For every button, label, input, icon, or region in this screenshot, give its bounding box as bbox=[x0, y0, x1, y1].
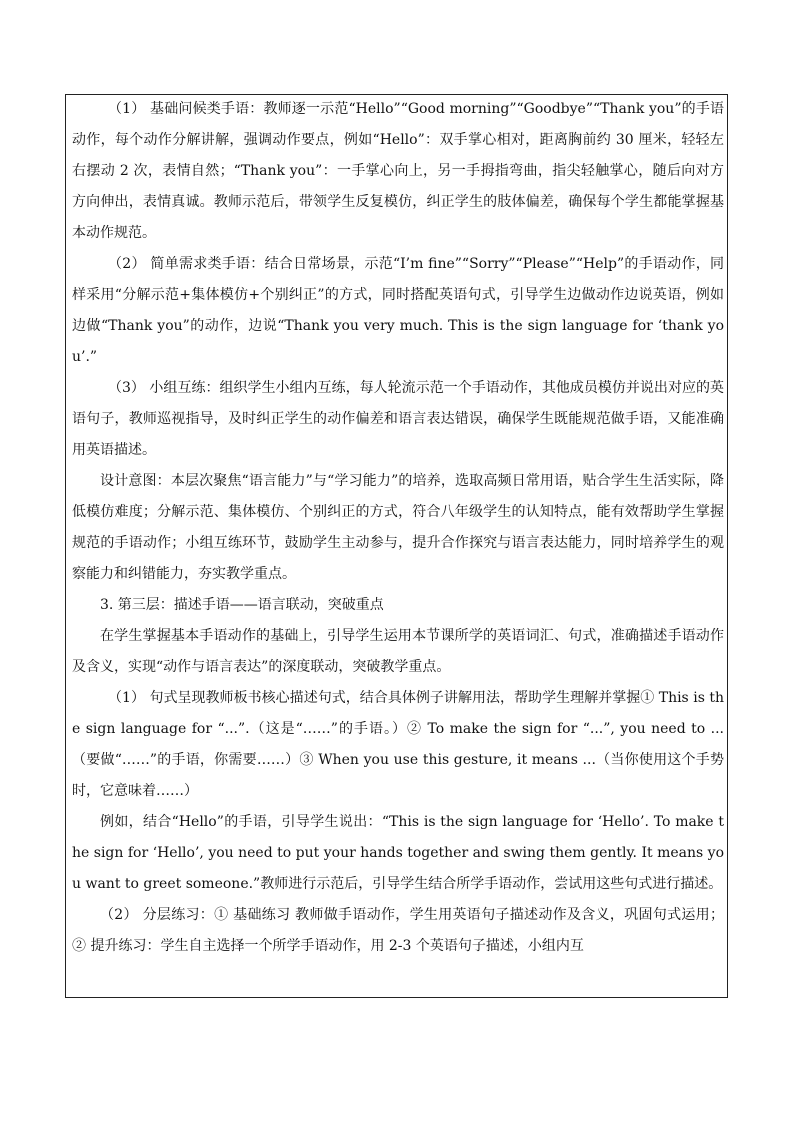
table-cell-content bbox=[72, 94, 724, 962]
paragraph-example: 例如，结合“Hello”的手语，引导学生说出：“This is the sign language for ‘Hello’. To make the sign for ‘Hello’, you need to put your hands together and swing them gently. It means you want to greet someone.”教师进行示范后，引导学生结合所学手语动作，尝试用这些句式进行描述。 bbox=[72, 814, 724, 892]
paragraph-greeting-signs: （1） 基础问候类手语：教师逐一示范“Hello”“Good morning”“Goodbye”“Thank you”的手语动作，每个动作分解讲解，强调动作要点，例如“Hello”：双手掌心相对，距离胸前约 30 厘米，轻轻左右摆动 2 次，表情自然；“Thank you”：一手掌心向上，另一手拇指弯曲，指尖轻触掌心，随后向对方方向伸出，表情真诚。教师示范后，带领学生反复模仿，纠正学生的肢体偏差，确保每个学生都能掌握基本动作规范。 bbox=[72, 101, 724, 241]
section-heading-layer-three: 3. 第三层：描述手语——语言联动，突破重点 bbox=[100, 597, 384, 613]
paragraph-layer-three-intro: 在学生掌握基本手语动作的基础上，引导学生运用本节课所学的英语词汇、句式，准确描述手语动作及含义，实现“动作与语言表达”的深度联动，突破教学重点。 bbox=[72, 628, 724, 675]
paragraph-sentence-patterns: （1） 句式呈现教师板书核心描述句式，结合具体例子讲解用法，帮助学生理解并掌握① This is the sign language for “...”.（这是“……”的手语。）② To make the sign for “...”, you need to ...（要做“……”的手语，你需要……）③ When you use this gesture, it means ...（当你使用这个手势时，它意味着……） bbox=[72, 690, 724, 799]
paragraph-design-intent: 设计意图：本层次聚焦“语言能力”与“学习能力”的培养，选取高频日常用语，贴合学生生活实际，降低模仿难度；分解示范、集体模仿、个别纠正的方式，符合八年级学生的认知特点，能有效帮助学生掌握规范的手语动作；小组互练环节，鼓励学生主动参与，提升合作探究与语言表达能力，同时培养学生的观察能力和纠错能力，夯实教学重点。 bbox=[72, 473, 724, 582]
paragraph-tiered-practice: （2） 分层练习：① 基础练习 教师做手语动作，学生用英语句子描述动作及含义，巩固句式运用；② 提升练习：学生自主选择一个所学手语动作，用 2-3 个英语句子描述，小组内互 bbox=[72, 907, 724, 954]
paragraph-need-signs: （2） 简单需求类手语：结合日常场景，示范“I’m fine”“Sorry”“Please”“Help”的手语动作，同样采用“分解示范+集体模仿+个别纠正”的方式，同时搭配英语句式，引导学生边做动作边说英语，例如边做“Thank you”的动作，边说“Thank you very much. This is the sign language for ‘thank you’.” bbox=[72, 256, 724, 365]
paragraph-group-practice: （3） 小组互练：组织学生小组内互练，每人轮流示范一个手语动作，其他成员模仿并说出对应的英语句子，教师巡视指导，及时纠正学生的动作偏差和语言表达错误，确保学生既能规范做手语，又能准确用英语描述。 bbox=[72, 380, 724, 458]
